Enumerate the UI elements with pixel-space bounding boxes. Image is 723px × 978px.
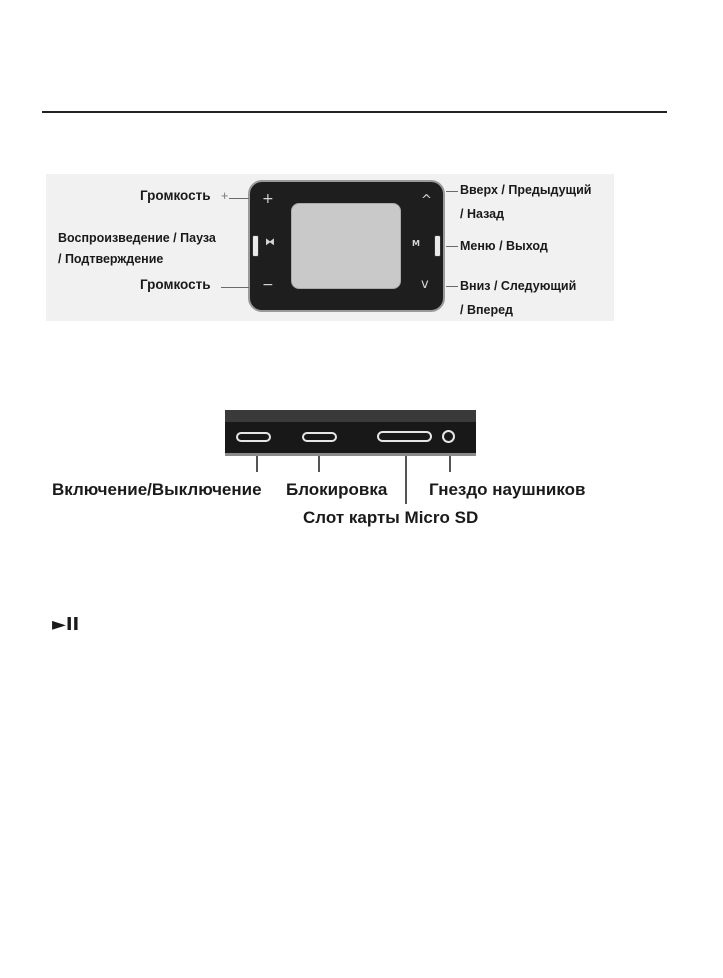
display-screen: [291, 203, 401, 289]
up-icon: ^: [421, 193, 432, 208]
play-key-icon: ⧓: [265, 237, 275, 248]
leader-down: [446, 286, 458, 287]
label-lock: Блокировка: [286, 480, 388, 499]
leader-menu: [446, 246, 458, 247]
label-volume-down: Громкость: [140, 277, 211, 292]
label-play-pause-1: Воспроизведение / Пауза: [58, 231, 216, 245]
minus-icon: −: [262, 277, 274, 293]
leader-volume-up: [229, 198, 249, 199]
play-pause-symbol: ►II: [52, 614, 80, 635]
plus-icon: +: [262, 191, 274, 207]
label-microsd: Слот карты Micro SD: [303, 508, 479, 527]
top-rule: [42, 111, 667, 113]
plus-sign: +: [221, 189, 229, 203]
menu-key: [434, 235, 441, 257]
label-up-prev-2: / Назад: [460, 207, 505, 221]
label-headphones: Гнездо наушников: [429, 480, 586, 499]
play-pause-key: [252, 235, 259, 257]
label-power: Включение/Выключение: [52, 480, 262, 499]
leader-volume-down: [221, 287, 249, 288]
player-edge-shadow: [225, 453, 476, 456]
leader-power: [256, 456, 258, 472]
label-down-next-1: Вниз / Следующий: [460, 279, 577, 293]
label-volume-up: Громкость: [140, 188, 211, 203]
label-down-next-2: / Вперед: [460, 303, 513, 317]
lock-switch: [302, 432, 337, 442]
power-switch: [236, 432, 271, 442]
leader-up: [446, 191, 458, 192]
leader-lock: [318, 456, 320, 472]
player-front: [248, 180, 445, 312]
menu-key-icon: M: [412, 239, 420, 248]
leader-headphones: [449, 456, 451, 472]
label-menu-exit: Меню / Выход: [460, 239, 548, 253]
leader-sd: [405, 456, 407, 504]
label-play-pause-2: / Подтверждение: [58, 252, 164, 266]
headphone-jack: [442, 430, 455, 443]
down-icon: v: [421, 277, 429, 292]
label-up-prev-1: Вверх / Предыдущий: [460, 183, 592, 197]
microsd-slot: [377, 431, 432, 442]
